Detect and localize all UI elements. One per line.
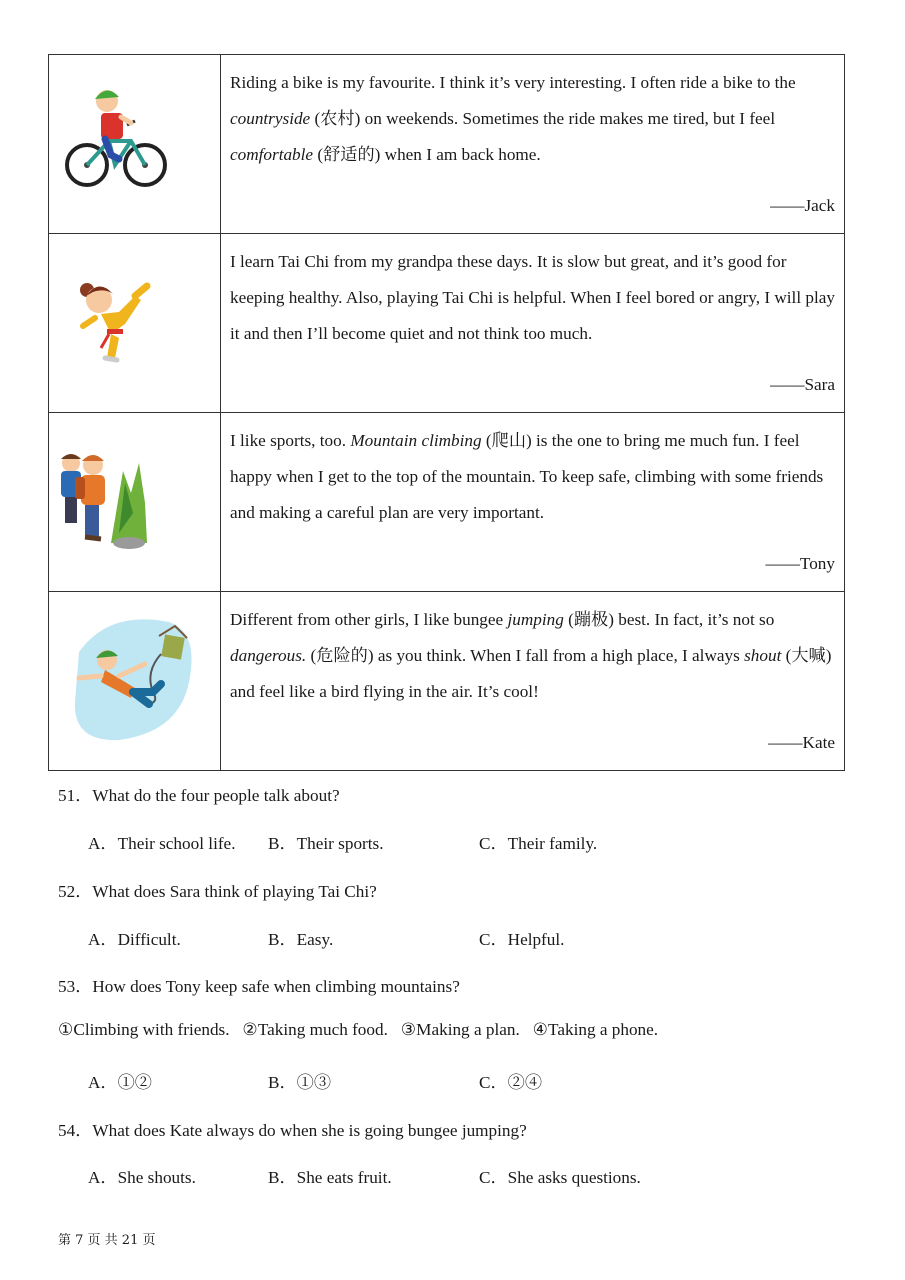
question-53-option-c[interactable]: C．②④ — [479, 1073, 543, 1092]
passage-paragraph — [230, 244, 835, 351]
text-segment: (爬山) is the one to bring me much fun. I feel happy when I get to the top of the mountain. To keep safe, climbing with some friends and making a careful plan are very important. — [230, 431, 824, 522]
signature: ——Sara — [770, 375, 835, 394]
picture-cell — [49, 234, 221, 413]
text-segment: (舒适的) when I am back home. — [313, 144, 541, 164]
text-segment-italic: shout — [744, 645, 782, 665]
text-segment-italic: countryside — [230, 108, 311, 128]
text-segment-italic: dangerous. — [230, 645, 307, 665]
question-52-option-a[interactable]: A．Difficult. — [88, 930, 181, 949]
question-54-option-a[interactable]: A．She shouts. — [88, 1168, 196, 1187]
question-53-option-b[interactable]: B．①③ — [268, 1073, 332, 1092]
passage-row-jack — [49, 55, 845, 234]
bungee-jumper-illustration — [49, 592, 220, 770]
text-segment: Different from other girls, I like bungee — [230, 610, 508, 629]
text-segment: (大喊) and feel like a bird flying in the air. It’s cool! — [230, 645, 832, 701]
text-segment: I learn Tai Chi from my grandpa these days. It is slow but great, and it’s good for keeping healthy. Also, playing Tai Chi is helpful. When I feel bored or angry, I will play it and then I’ll become quiet and not think too much. — [230, 252, 835, 343]
text-segment: (危险的) as you think. When I fall from a high place, I always — [306, 645, 745, 665]
picture-cell — [49, 55, 221, 234]
text-segment-italic: Mountain climbing — [350, 431, 482, 450]
question-54-option-b[interactable]: B．She eats fruit. — [268, 1168, 392, 1187]
page-footer: 第 7 页 共 21 页 — [58, 1233, 156, 1248]
question-51-option-a[interactable]: A．Their school life. — [88, 834, 236, 853]
passage-row-sara — [49, 234, 845, 413]
passage-text-cell — [221, 413, 845, 592]
text-segment: (农村) on weekends. Sometimes the ride makes me tired, but I feel — [310, 108, 776, 128]
question-51-option-c[interactable]: C．Their family. — [479, 834, 598, 853]
passage-row-kate — [49, 592, 845, 771]
passage-row-tony — [49, 413, 845, 592]
question-52-option-c[interactable]: C．Helpful. — [479, 930, 565, 949]
question-53-option-a[interactable]: A．①② — [88, 1073, 152, 1092]
question-54-option-c[interactable]: C．She asks questions. — [479, 1168, 641, 1187]
picture-cell — [49, 413, 221, 592]
question-52-option-b[interactable]: B．Easy. — [268, 930, 334, 949]
girl-tai-chi-illustration — [49, 234, 220, 412]
text-segment-italic: jumping — [507, 610, 564, 629]
picture-cell — [49, 592, 221, 771]
question-54-stem: 54．What does Kate always do when she is going bungee jumping? — [58, 1121, 527, 1140]
passage-paragraph — [230, 423, 835, 530]
signature: ——Kate — [768, 733, 835, 752]
passage-text-cell — [221, 592, 845, 771]
question-51-option-b[interactable]: B．Their sports. — [268, 834, 384, 853]
passage-paragraph — [230, 602, 835, 709]
text-segment-italic: comfortable — [230, 144, 314, 164]
signature: ——Tony — [765, 554, 835, 573]
text-segment: Riding a bike is my favourite. I think it’s very interesting. I often ride a bike to the — [230, 73, 796, 92]
mountain-climbers-illustration — [49, 413, 220, 591]
text-segment: (蹦极) best. In fact, it’s not so — [563, 610, 775, 629]
passage-text-cell — [221, 234, 845, 413]
boy-riding-bike-illustration — [49, 55, 220, 233]
question-53-stem: 53．How does Tony keep safe when climbing mountains? — [58, 977, 460, 996]
passage-text-cell — [221, 55, 845, 234]
passage-table — [48, 54, 845, 771]
question-51-stem: 51．What do the four people talk about? — [58, 786, 340, 805]
question-52-stem: 52．What does Sara think of playing Tai Chi? — [58, 882, 377, 901]
text-segment: I like sports, too. — [230, 431, 351, 450]
question-53-choices: ①Climbing with friends. ②Taking much food. ③Making a plan. ④Taking a phone. — [58, 1020, 659, 1039]
passage-paragraph — [230, 65, 835, 172]
signature: ——Jack — [770, 196, 835, 215]
